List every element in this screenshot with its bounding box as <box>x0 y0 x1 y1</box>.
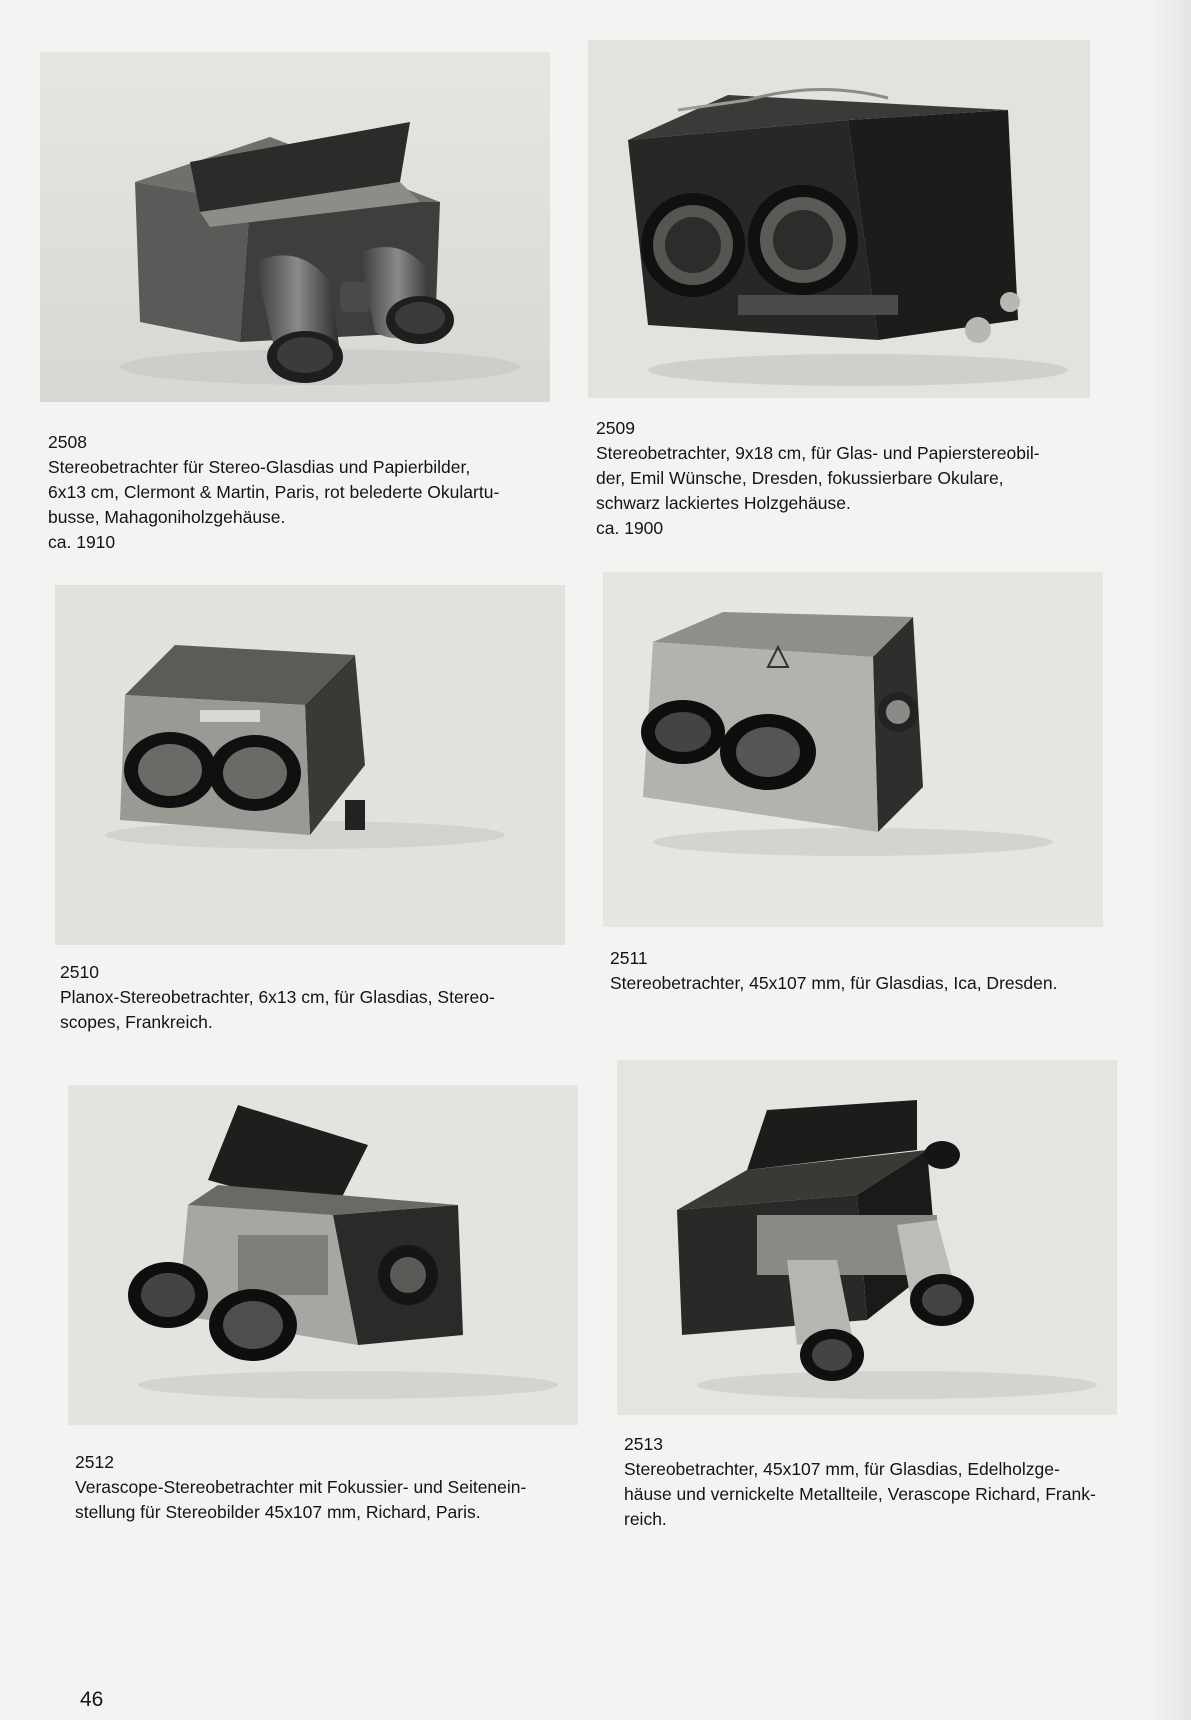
caption-line: häuse und vernickelte Metallteile, Verascope Richard, Frank- <box>624 1484 1096 1504</box>
caption-2508 <box>48 430 568 555</box>
catalog-number: 2508 <box>48 432 87 452</box>
photo-2510-planox-viewer <box>55 585 565 945</box>
caption-2511 <box>610 946 1130 996</box>
caption-line: Stereobetrachter, 45x107 mm, für Glasdias, Edelholzge- <box>624 1459 1060 1479</box>
verascope-richard-viewer-illustration <box>617 1060 1117 1415</box>
caption-line: Planox-Stereobetrachter, 6x13 cm, für Glasdias, Stereo- <box>60 987 495 1007</box>
caption-line: schwarz lackiertes Holzgehäuse. <box>596 493 851 513</box>
stereo-viewer-2509-illustration <box>588 40 1090 398</box>
caption-line: scopes, Frankreich. <box>60 1012 213 1032</box>
page-edge-shadow <box>1151 0 1191 1720</box>
photo-2513-verascope-richard-viewer <box>617 1060 1117 1415</box>
photo-2508-stereo-viewer <box>40 52 550 402</box>
caption-2510 <box>60 960 580 1035</box>
catalog-number: 2509 <box>596 418 635 438</box>
planox-viewer-illustration <box>55 585 565 945</box>
catalog-number: 2512 <box>75 1452 114 1472</box>
photo-2509-stereo-viewer <box>588 40 1090 398</box>
catalog-number: 2510 <box>60 962 99 982</box>
caption-date: ca. 1910 <box>48 532 116 552</box>
caption-line: reich. <box>624 1509 667 1529</box>
photo-2511-ica-viewer <box>603 572 1103 927</box>
caption-2513 <box>624 1432 1154 1532</box>
ica-viewer-illustration <box>603 572 1103 927</box>
caption-line: Stereobetrachter, 9x18 cm, für Glas- und Papierstereobil- <box>596 443 1040 463</box>
caption-2509 <box>596 416 1116 541</box>
caption-line: busse, Mahagoniholzgehäuse. <box>48 507 286 527</box>
caption-line: 6x13 cm, Clermont & Martin, Paris, rot belederte Okulartu- <box>48 482 500 502</box>
caption-line: stellung für Stereobilder 45x107 mm, Richard, Paris. <box>75 1502 481 1522</box>
verascope-viewer-illustration <box>68 1085 578 1425</box>
photo-2512-verascope-viewer <box>68 1085 578 1425</box>
caption-line: Verascope-Stereobetrachter mit Fokussier- und Seitenein- <box>75 1477 527 1497</box>
caption-line: Stereobetrachter für Stereo-Glasdias und Papierbilder, <box>48 457 471 477</box>
page-number: 46 <box>80 1688 104 1711</box>
caption-line: Stereobetrachter, 45x107 mm, für Glasdias, Ica, Dresden. <box>610 973 1058 993</box>
catalog-number: 2513 <box>624 1434 663 1454</box>
caption-line: der, Emil Wünsche, Dresden, fokussierbare Okulare, <box>596 468 1004 488</box>
caption-date: ca. 1900 <box>596 518 664 538</box>
stereo-viewer-2508-illustration <box>40 52 550 402</box>
caption-2512 <box>75 1450 605 1525</box>
catalog-number: 2511 <box>610 948 648 968</box>
